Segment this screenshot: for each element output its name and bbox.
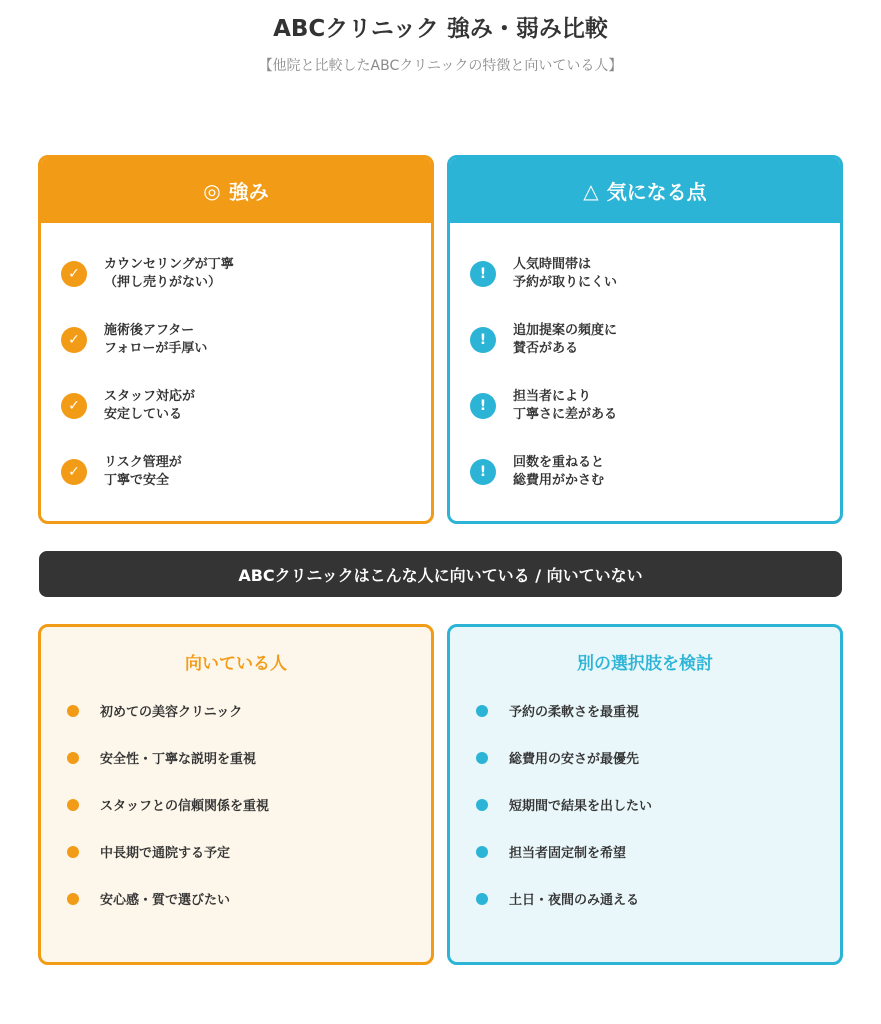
list-item xyxy=(476,781,840,828)
strength-item xyxy=(61,373,431,439)
list-item xyxy=(67,875,431,922)
strength-item xyxy=(61,241,431,307)
list-item xyxy=(476,687,840,734)
list-item-text: 初めての美容クリニック xyxy=(100,705,243,720)
list-item xyxy=(476,734,840,781)
bullet-dot-icon xyxy=(67,799,79,811)
concern-text: 回数を重ねると 総費用がかさむ xyxy=(513,455,605,488)
page-subtitle: 【他院と比較したABCクリニックの特徴と向いている人】 xyxy=(258,58,623,74)
bullet-dot-icon xyxy=(476,752,488,764)
bullet-dot-icon xyxy=(476,705,488,717)
concern-item xyxy=(470,241,840,307)
concerns-header xyxy=(450,158,840,223)
exclamation-icon: ! xyxy=(470,459,496,485)
bullet-dot-icon xyxy=(67,752,79,764)
list-item-text: 安全性・丁寧な説明を重視 xyxy=(100,752,257,767)
concern-item xyxy=(470,307,840,373)
strength-text: リスク管理が 丁寧で安全 xyxy=(104,455,182,488)
bullet-dot-icon xyxy=(476,893,488,905)
alternatives-list xyxy=(450,673,840,922)
bullet-dot-icon xyxy=(67,705,79,717)
list-item-text: 予約の柔軟さを最重視 xyxy=(509,705,640,720)
list-item-text: スタッフとの信頼関係を重視 xyxy=(100,799,270,814)
strength-text: スタッフ対応が 安定している xyxy=(104,389,196,422)
check-icon: ✓ xyxy=(61,327,87,353)
strength-text: カウンセリングが丁寧 （押し売りがない） xyxy=(104,257,234,290)
list-item xyxy=(67,828,431,875)
list-item xyxy=(67,734,431,781)
concern-item xyxy=(470,373,840,439)
list-item xyxy=(67,781,431,828)
bullet-dot-icon xyxy=(476,846,488,858)
strengths-header xyxy=(41,158,431,223)
list-item-text: 担当者固定制を希望 xyxy=(509,846,627,861)
exclamation-icon: ! xyxy=(470,261,496,287)
strengths-title: 強み xyxy=(228,180,269,204)
strength-item xyxy=(61,307,431,373)
alternatives-card xyxy=(447,624,843,965)
page-title: ABCクリニック 強み・弱み比較 xyxy=(273,16,608,42)
list-item xyxy=(476,875,840,922)
suited-list xyxy=(41,673,431,922)
bullet-dot-icon xyxy=(67,893,79,905)
exclamation-icon: ! xyxy=(470,393,496,419)
section-banner: ABCクリニックはこんな人に向いている / 向いていない xyxy=(39,551,842,597)
alternatives-title: 別の選択肢を検討 xyxy=(577,654,713,674)
concerns-title: 気になる点 xyxy=(606,180,707,204)
list-item-text: 土日・夜間のみ通える xyxy=(509,893,640,908)
concern-text: 追加提案の頻度に 賛否がある xyxy=(513,323,618,356)
concern-text: 人気時間帯は 予約が取りにくい xyxy=(513,257,618,290)
exclamation-icon: ! xyxy=(470,327,496,353)
strengths-list xyxy=(41,223,431,505)
bullet-dot-icon xyxy=(476,799,488,811)
list-item-text: 安心感・質で選びたい xyxy=(100,893,231,908)
strength-item xyxy=(61,439,431,505)
concerns-card xyxy=(447,155,843,524)
strengths-card xyxy=(38,155,434,524)
triangle-icon: △ xyxy=(583,178,599,203)
check-icon: ✓ xyxy=(61,261,87,287)
list-item-text: 中長期で通院する予定 xyxy=(100,846,231,861)
concern-item xyxy=(470,439,840,505)
check-icon: ✓ xyxy=(61,393,87,419)
double-circle-icon: ◎ xyxy=(203,178,221,203)
concern-text: 担当者により 丁寧さに差がある xyxy=(513,389,618,422)
bullet-dot-icon xyxy=(67,846,79,858)
list-item-text: 総費用の安さが最優先 xyxy=(509,752,640,767)
list-item xyxy=(476,828,840,875)
concerns-list xyxy=(450,223,840,505)
check-icon: ✓ xyxy=(61,459,87,485)
suited-title: 向いている人 xyxy=(185,654,287,674)
list-item xyxy=(67,687,431,734)
suited-card xyxy=(38,624,434,965)
list-item-text: 短期間で結果を出したい xyxy=(509,799,653,814)
strength-text: 施術後アフター フォローが手厚い xyxy=(104,323,208,356)
